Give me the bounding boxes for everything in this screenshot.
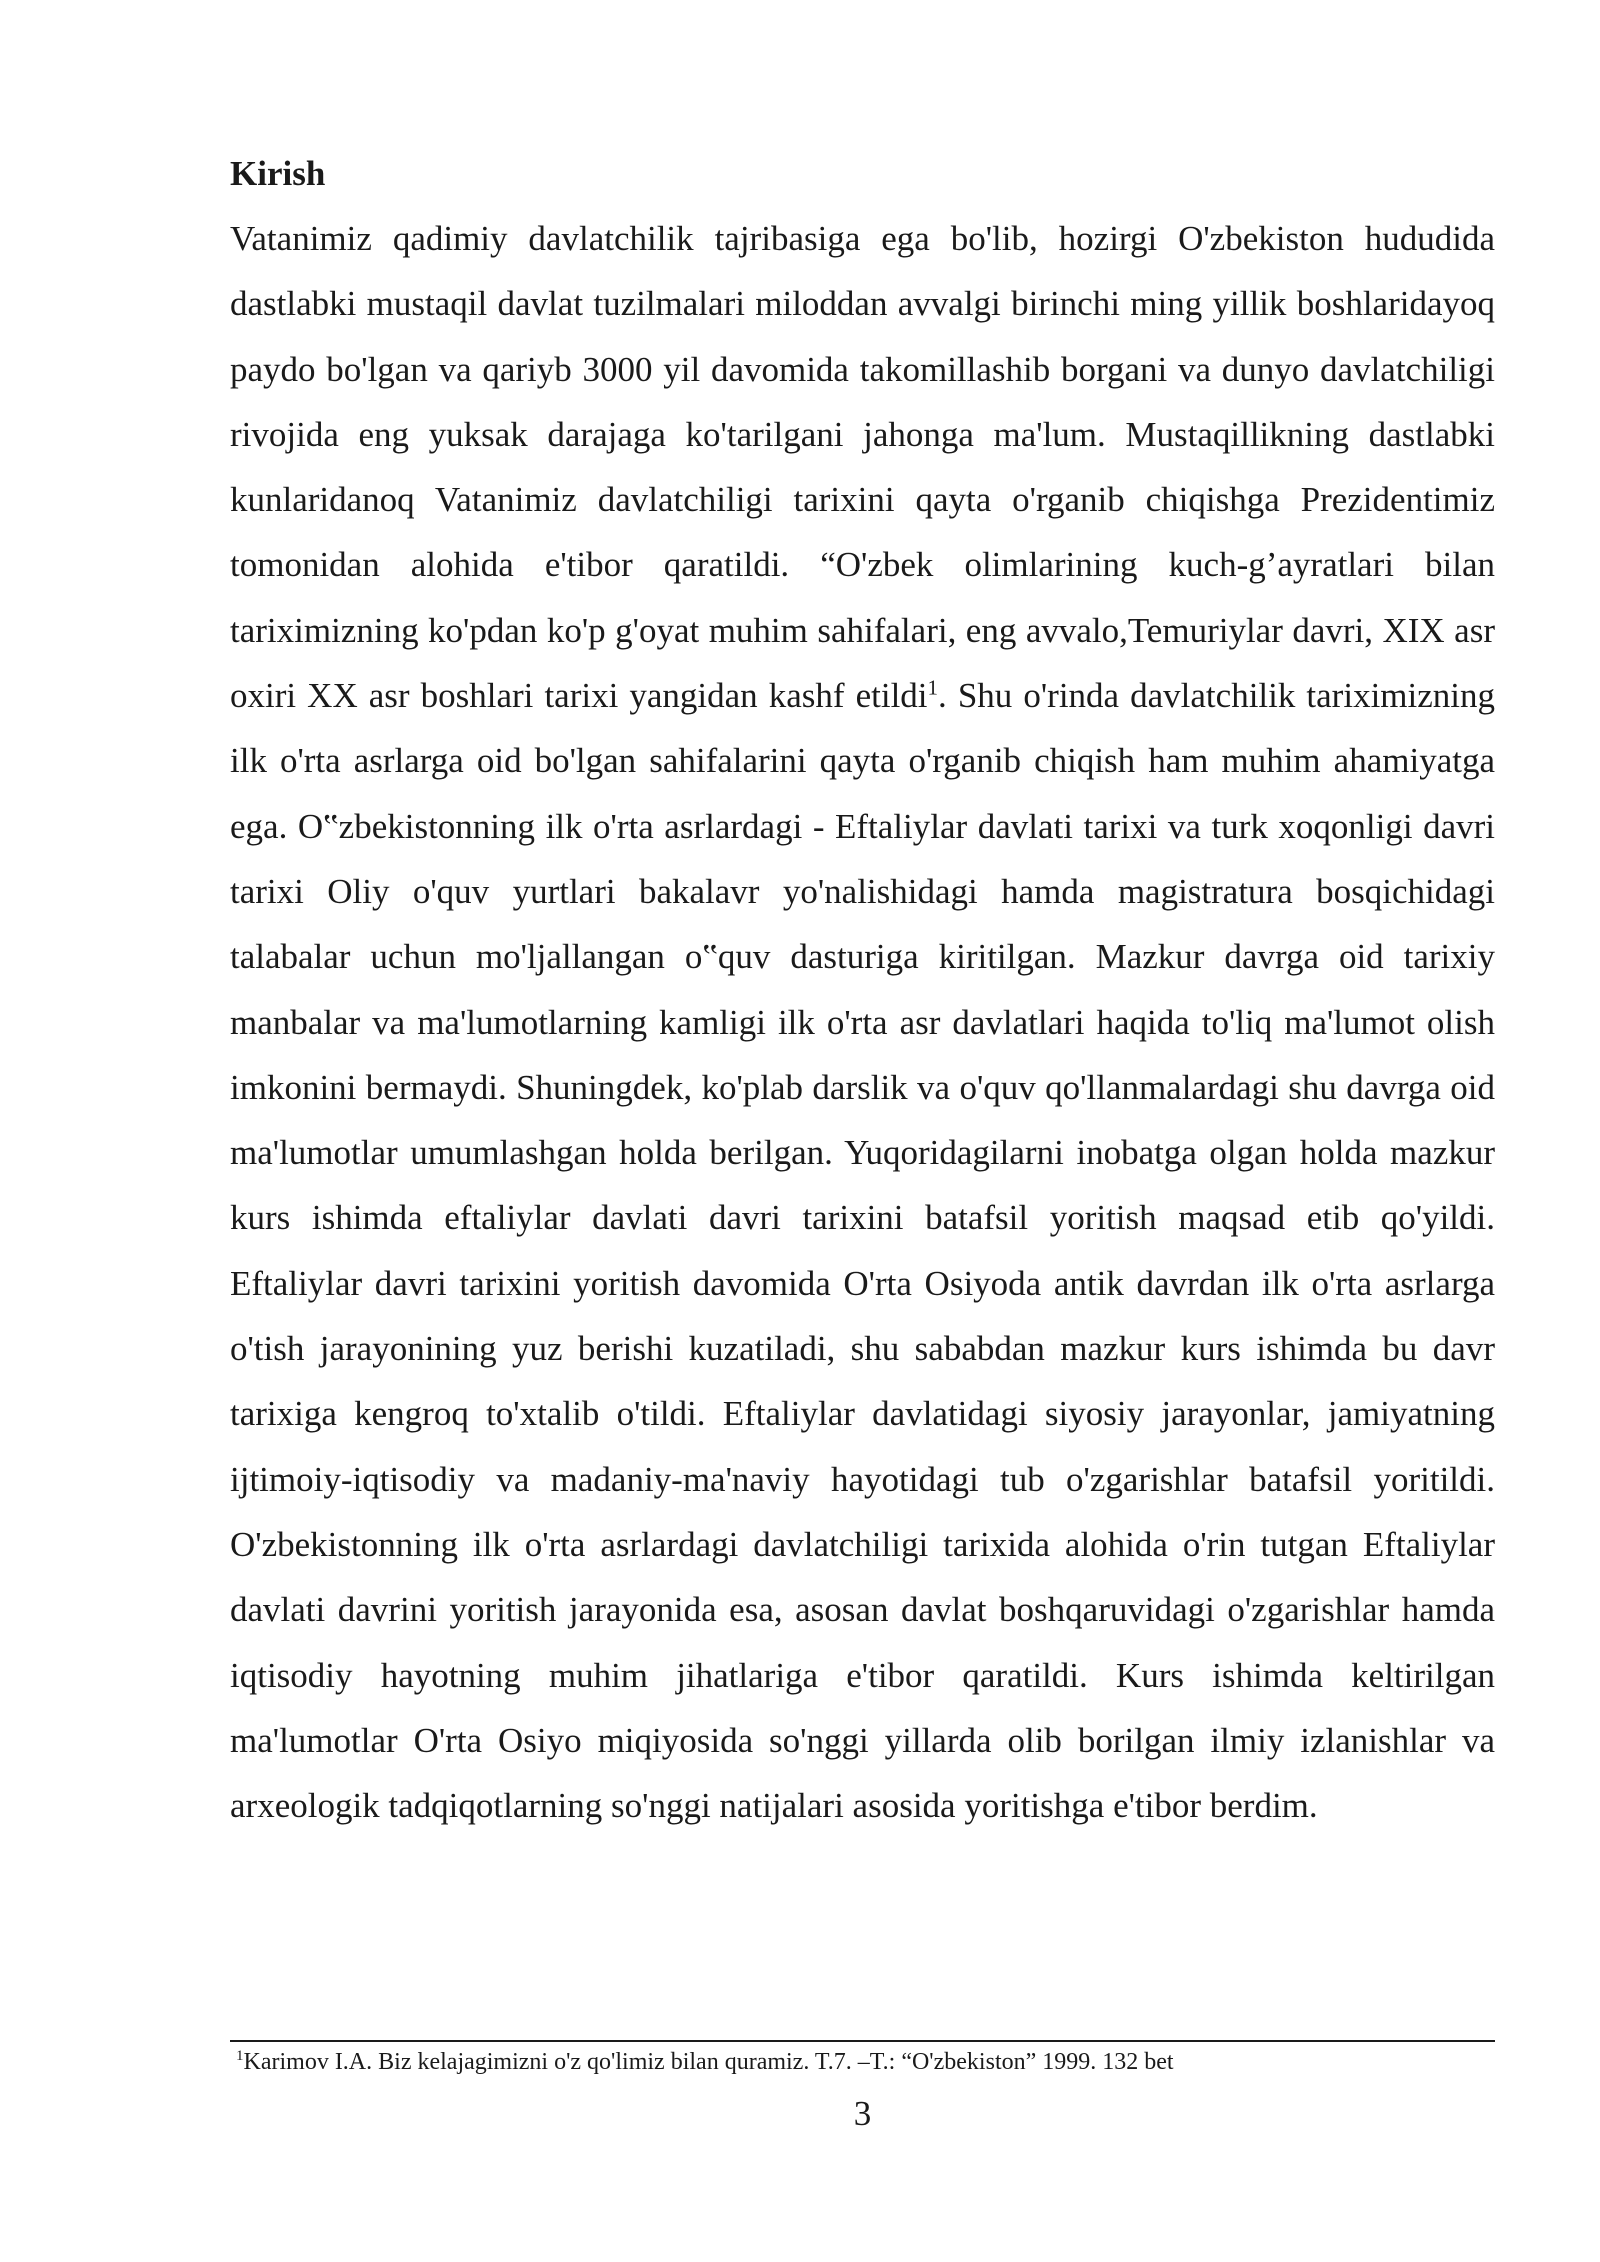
footnote-text: Karimov I.A. Biz kelajagimizni o'z qo'limiz bilan quramiz. T.7. –T.: “O'zbekiston” 1999. 132 bet [243,2049,1174,2075]
page-content [230,148,1495,1838]
footnote-separator [230,2040,1495,2042]
page-number: 3 [853,2094,872,2133]
paragraph-text-after-note: . Shu o'rinda davlatchilik tariximizning ilk o'rta asrlarga oid bo'lgan sahifalarini qayta o'rganib chiqish ham muhim ahamiyatga ega. O‟zbekistonning ilk o'rta asrlardagi - Eftaliylar davlati tarixi va turk xoqonligi davri tarixi Oliy o'quv yurtlari bakalavr yo'nalishidagi hamda magistratura bosqichidagi talabalar uchun mo'ljallangan o‟quv dasturiga kiritilgan. Mazkur davrga oid tarixiy manbalar va ma'lumotlarning kamligi ilk o'rta asr davlatlari haqida to'liq ma'lumot olish imkonini bermaydi. Shuningdek, ko'plab darslik va o'quv qo'llanmalardagi shu davrga oid ma'lumotlar umumlashgan holda berilgan. Yuqoridagilarni inobatga olgan holda mazkur kurs ishimda eftaliylar davlati davri tarixini batafsil yoritish maqsad etib qo'yildi. Eftaliylar davri tarixini yoritish davomida O'rta Osiyoda antik davrdan ilk o'rta asrlarga o'tish jarayonining yuz berishi kuzatiladi, shu sababdan mazkur kurs ishimda bu davr tarixiga kengroq to'xtalib o'tildi. Eftaliylar davlatidagi siyosiy jarayonlar, jamiyatning ijtimoiy-iqtisodiy va madaniy-ma'naviy hayotidagi tub o'zgarishlar batafsil yoritildi. O'zbekistonning ilk o'rta asrlardagi davlatchiligi tarixida alohida o'rin tutgan Eftaliylar davlati davrini yoritish jarayonida esa, asosan davlat boshqaruvidagi o'zgarishlar hamda iqtisodiy hayotning muhim jihatlariga e'tibor qaratildi. Kurs ishimda keltirilgan ma'lumotlar O'rta Osiyo miqiyosida so'nggi yillarda olib borilgan ilmiy izlanishlar va arxeologik tadqiqotlarning so'nggi natijalari asosida yoritishga e'tibor berdim. [230,676,1495,1826]
footnote-reference[interactable]: 1 [927,675,939,700]
footnote [236,2046,1496,2078]
body-paragraph [230,206,1495,1838]
paragraph-text-before-note: Vatanimiz qadimiy davlatchilik tajribasiga ega bo'lib, hozirgi O'zbekiston hududida dastlabki mustaqil davlat tuzilmalari miloddan avvalgi birinchi ming yillik boshlaridayoq paydo bo'lgan va qariyb 3000 yil davomida takomillashib borgani va dunyo davlatchiligi rivojida eng yuksak darajaga ko'tarilgani jahonga ma'lum. Mustaqillikning dastlabki kunlaridanoq Vatanimiz davlatchiligi tarixini qayta o'rganib chiqishga Prezidentimiz tomonidan alohida e'tibor qaratildi. “O'zbek olimlarining kuch-g’ayratlari bilan tariximizning ko'pdan ko'p g'oyat muhim sahifalari, eng avvalo,Temuriylar davri, XIX asr oxiri XX asr boshlari tarixi yangidan kashf etildi [230,219,1495,716]
section-heading: Kirish [230,154,326,193]
footnote-marker: 1 [236,2048,244,2064]
